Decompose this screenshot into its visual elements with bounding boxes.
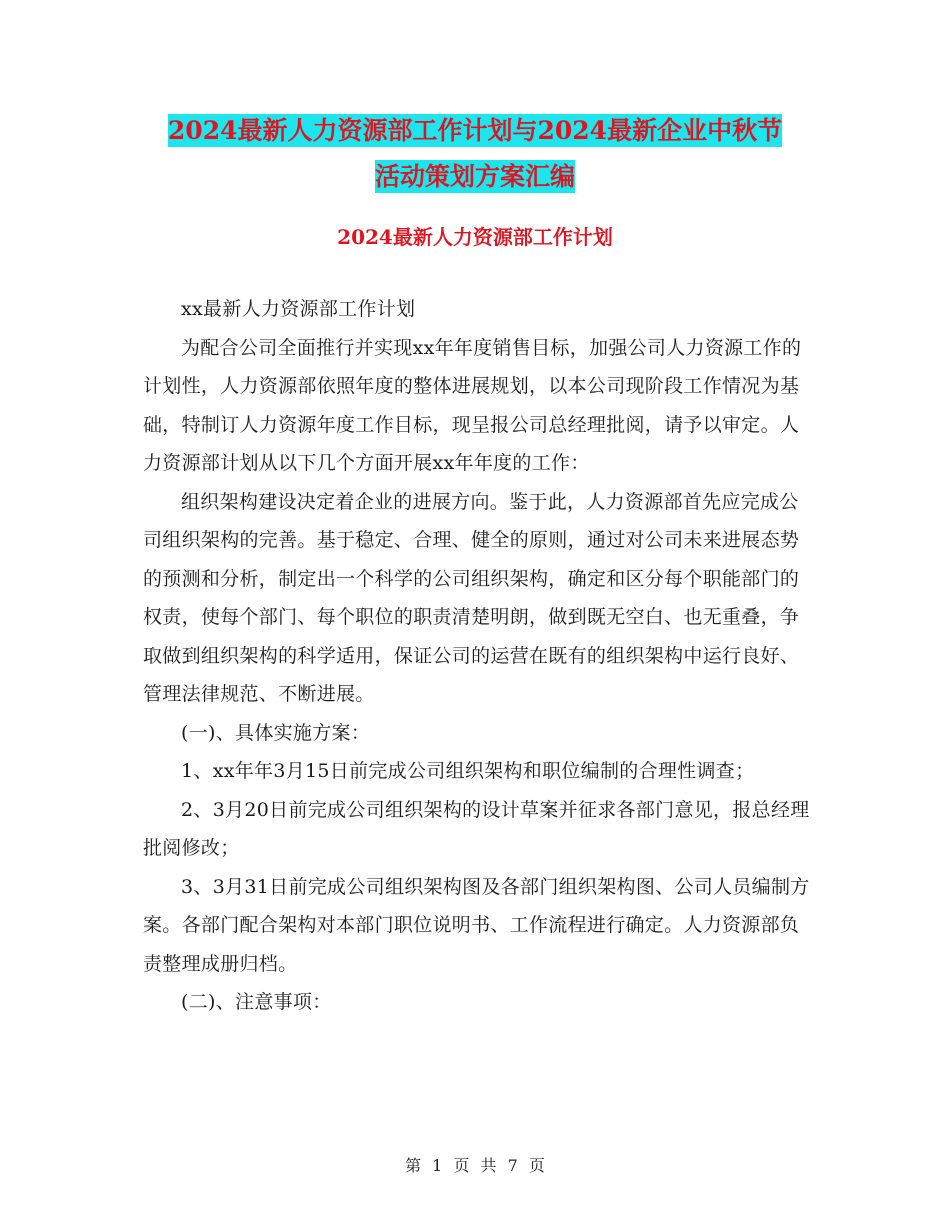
title-line-2: 活动策划方案汇编 [374,162,575,191]
paragraph: (一)、具体实施方案： [181,721,371,744]
paragraph: 2、3月20日前完成公司组织架构的设计草案并征求各部门意见，报总经理批阅修改； [143,798,810,859]
title-line-1: 2024最新人力资源部工作计划与2024最新企业中秋节 [167,116,783,145]
document-body [143,290,811,1022]
paragraph: 3、3月31日前完成公司组织架构图及各部门组织架构图、公司人员编制方案。各部门配合架构对本部门职位说明书、工作流程进行确定。人力资源部负责整理成册归档。 [143,875,810,975]
paragraph: (二)、注意事项： [181,991,332,1013]
paragraph: 为配合公司全面推行并实现xx年年度销售目标，加强公司人力资源工作的计划性，人力资源部依照年度的整体进展规划，以本公司现阶段工作情况为基础，特制订人力资源年度工作目标，现呈报公司总经理批阅，请予以审定。人力资源部计划从以下几个方面开展xx年年度的工作： [143,336,802,474]
page-footer: 第 1 页 共 7 页 [405,1156,545,1175]
paragraph: 组织架构建设决定着企业的进展方向。鉴于此，人力资源部首先应完成公司组织架构的完善。基于稳定、合理、健全的原则，通过对公司未来进展态势的预测和分析，制定出一个科学的公司组织架构，确定和区分每个职能部门的权责，使每个部门、每个职位的职责清楚明朗，做到既无空白、也无重叠，争取做到组织架构的科学适用，保证公司的运营在既有的组织架构中运行良好、管理法律规范、不断进展。 [143,490,800,705]
document-title [100,108,850,200]
section-title: 2024最新人力资源部工作计划 [337,225,613,249]
paragraph: 1、xx年年3月15日前完成公司组织架构和职位编制的合理性调查； [181,760,755,782]
paragraph: xx最新人力资源部工作计划 [181,298,416,320]
